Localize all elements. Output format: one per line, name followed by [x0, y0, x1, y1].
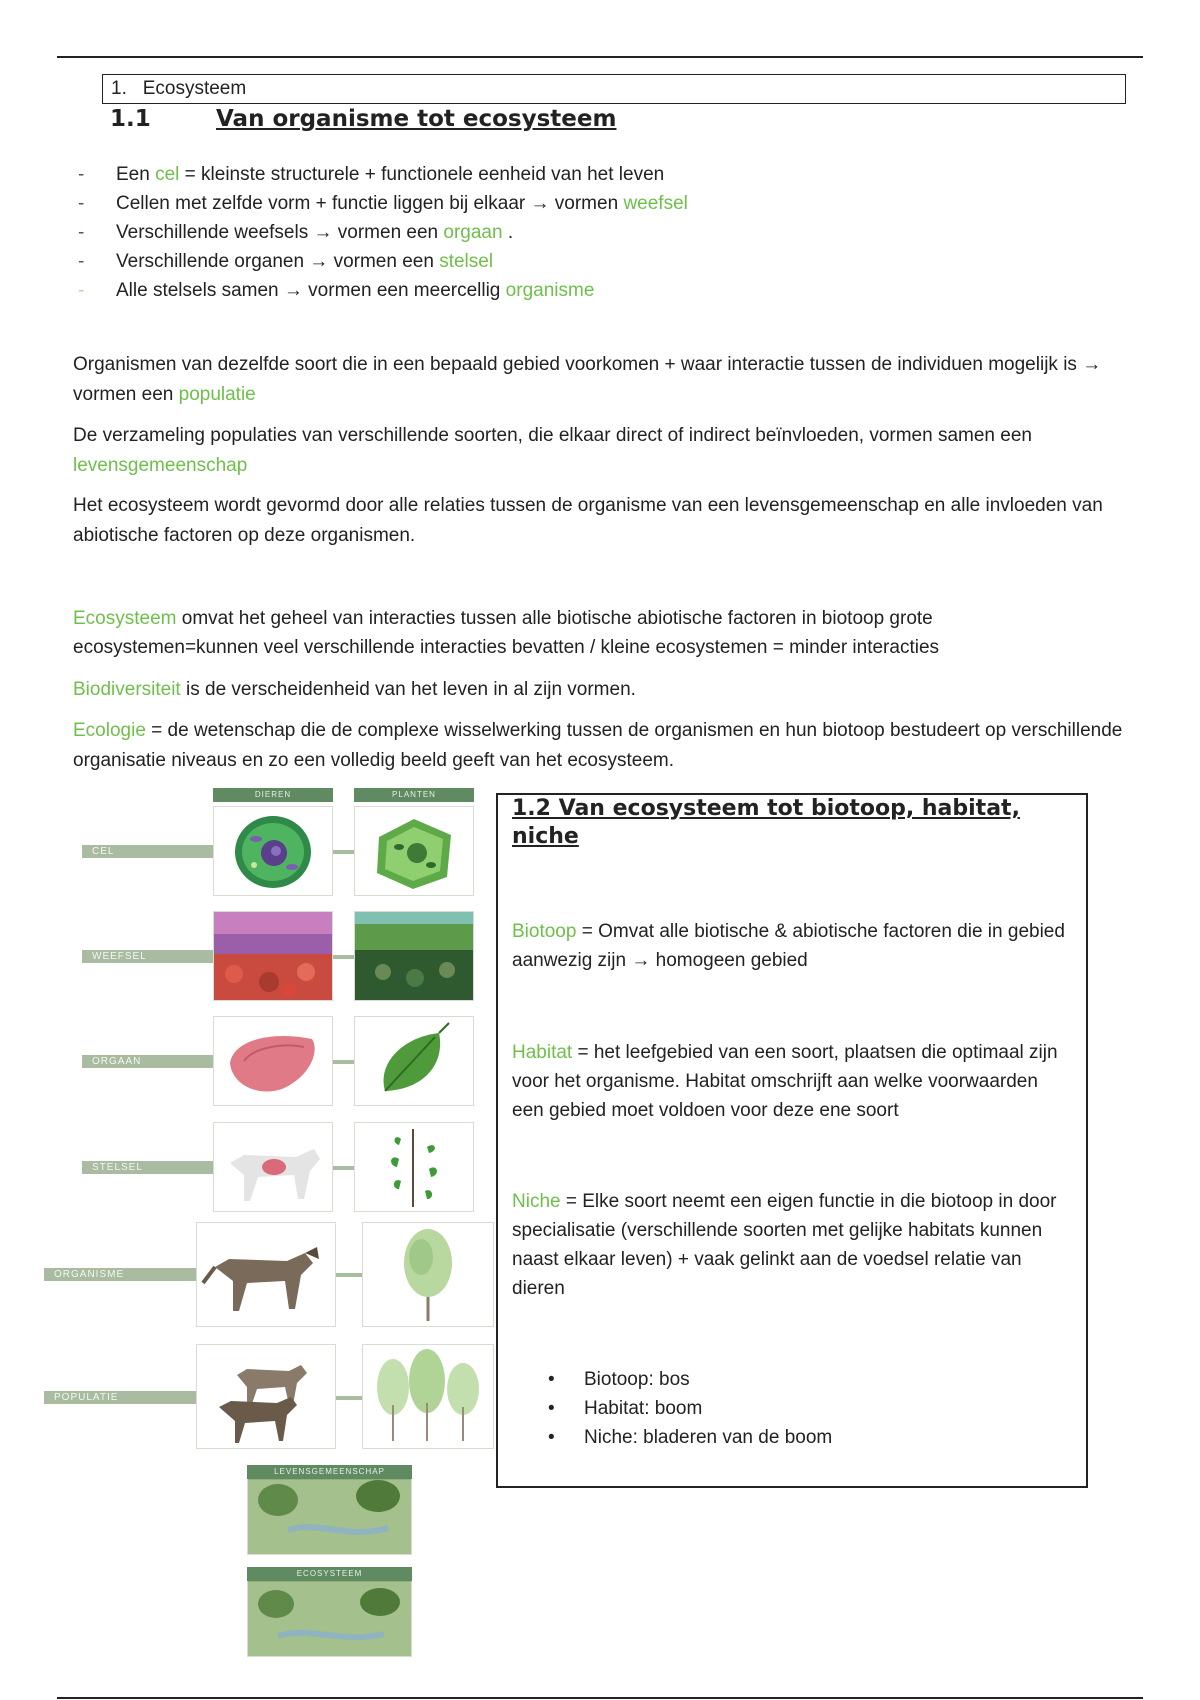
- list-text: Een: [116, 164, 156, 185]
- row-label-weefsel: WEEFSEL: [82, 950, 214, 963]
- row-label-orgaan: ORGAAN: [82, 1055, 214, 1068]
- liver-organ-image: [213, 1016, 333, 1106]
- term-organisme: organisme: [505, 280, 595, 301]
- list-text: .: [502, 222, 514, 243]
- list-text: Verschillende weefsels → vormen een: [116, 222, 444, 243]
- paragraph-populatie: [73, 350, 1123, 410]
- term-weefsel: weefsel: [623, 193, 688, 214]
- ecosystem-image: [247, 1567, 412, 1657]
- animal-tissue-image: [213, 911, 333, 1001]
- column-header-planten: PLANTEN: [354, 788, 474, 802]
- paragraph-text: is de verscheidenheid van het leven in al zijn vormen.: [180, 679, 636, 700]
- term-orgaan: orgaan: [443, 222, 503, 243]
- paragraph-ecologie: [73, 716, 1123, 776]
- section-1-2-heading: [512, 795, 1052, 851]
- section-1-1-title: Van organisme tot ecosysteem: [216, 106, 617, 132]
- paragraph-levensgemeenschap: [73, 421, 1123, 481]
- paragraph-text: = de wetenschap die de complexe wisselwerking tussen de organismen en hun biotoop bestudeert op verschillende organisatie niveaus en zo een volledig beeld geeft van het ecosysteem.: [73, 720, 1123, 771]
- wolf-population-image: [196, 1344, 336, 1449]
- list-item: • Habitat: boom: [512, 1394, 832, 1423]
- connector-bar: [333, 850, 355, 854]
- row-label-organisme: ORGANISME: [44, 1268, 199, 1281]
- chapter-title: Ecosysteem: [142, 78, 247, 99]
- definition-niche: [512, 1187, 1072, 1303]
- examples-list: [512, 1365, 832, 1452]
- row-label-populatie: POPULATIE: [44, 1391, 199, 1404]
- bottom-rule: [57, 1697, 1143, 1699]
- definition-habitat: [512, 1038, 1072, 1125]
- row-label-stelsel: STELSEL: [82, 1161, 214, 1174]
- list-text: = kleinste structurele + functionele eenheid van het leven: [179, 164, 665, 185]
- term-habitat: Habitat: [512, 1042, 573, 1063]
- definition-text: = het leefgebied van een soort, plaatsen die optimaal zijn voor het organisme. Habitat omschrijft aan welke voorwaarden een gebied moet voldoen voor deze ene soort: [512, 1042, 1058, 1121]
- chapter-number: 1.: [111, 78, 127, 99]
- leaf-organ-image: [354, 1016, 474, 1106]
- wolf-digestive-system-image: [213, 1122, 333, 1212]
- paragraph-ecosysteem-relaties: Het ecosysteem wordt gevormd door alle relaties tussen de organisme van een levensgemeenschap en alle invloeden van abiotische factoren op deze organismen.: [73, 495, 1103, 546]
- row-label-cel: CEL: [82, 845, 214, 858]
- plant-system-image: [354, 1122, 474, 1212]
- list-text: Verschillende organen → vormen een: [116, 251, 440, 272]
- section-1-1-heading: [110, 106, 616, 132]
- term-stelsel: stelsel: [439, 251, 494, 272]
- column-header-dieren: DIEREN: [213, 788, 333, 802]
- plant-cell-image: [354, 806, 474, 896]
- wolf-organism-image: [196, 1222, 336, 1327]
- plant-tissue-image: [354, 911, 474, 1001]
- term-ecosysteem: Ecosysteem: [73, 608, 177, 629]
- definition-text: = Elke soort neemt een eigen functie in die biotoop in door specialisatie (verschillende soorten met gelijke habitats kunnen naast elkaar leven) + vaak gelinkt aan de voedsel relatie van dieren: [512, 1191, 1057, 1299]
- connector-bar: [333, 955, 355, 959]
- term-biotoop: Biotoop: [512, 921, 577, 942]
- connector-bar: [333, 1060, 355, 1064]
- paragraph-text: Organismen van dezelfde soort die in een bepaald gebied voorkomen + waar interactie tussen de individuen mogelijk is → vormen een: [73, 354, 1102, 405]
- list-item: [75, 279, 688, 308]
- chapter-heading: [102, 74, 1126, 104]
- section-1-1-number: 1.1: [110, 106, 151, 132]
- paragraph-biodiversiteit: [73, 675, 1123, 705]
- term-biodiversiteit: Biodiversiteit: [73, 679, 181, 700]
- list-item: [75, 163, 688, 192]
- hierarchy-list: [75, 163, 688, 308]
- list-text: Cellen met zelfde vorm + functie liggen bij elkaar → vormen: [116, 193, 624, 214]
- paragraph-text: omvat het geheel van interacties tussen alle biotische abiotische factoren in biotoop grote ecosystemen=kunnen veel verschillende interacties bevatten / kleine ecosystemen = minder interacties: [73, 608, 940, 658]
- list-item: [75, 250, 688, 279]
- definition-biotoop: [512, 917, 1072, 975]
- term-levensgemeenschap: levensgemeenschap: [73, 455, 248, 476]
- term-niche: Niche: [512, 1191, 561, 1212]
- connector-bar: [336, 1396, 362, 1400]
- section-1-2-box: [496, 793, 1088, 1488]
- animal-cell-image: [213, 806, 333, 896]
- term-ecologie: Ecologie: [73, 720, 146, 741]
- term-populatie: populatie: [178, 384, 256, 405]
- list-item: [75, 192, 688, 221]
- community-label: LEVENSGEMEENSCHAP: [247, 1465, 412, 1479]
- connector-bar: [333, 1166, 355, 1170]
- list-item: [75, 221, 688, 250]
- section-1-2-title: 1.2 Van ecosysteem tot biotoop, habitat, niche: [512, 796, 1020, 849]
- list-text: Alle stelsels samen → vormen een meercellig: [116, 280, 506, 301]
- term-cel: cel: [155, 164, 180, 185]
- tree-population-image: [362, 1344, 494, 1449]
- connector-bar: [336, 1273, 362, 1277]
- list-item: • Biotoop: bos: [512, 1365, 832, 1394]
- tree-organism-image: [362, 1222, 494, 1327]
- ecosystem-label: ECOSYSTEEM: [247, 1567, 412, 1581]
- paragraph-ecosysteem-definitie: [73, 604, 1123, 662]
- definition-text: = Omvat alle biotische & abiotische factoren die in gebied aanwezig zijn → homogeen gebied: [512, 921, 1065, 971]
- paragraph-text: De verzameling populaties van verschillende soorten, die elkaar direct of indirect beïnvloeden, vormen samen een: [73, 425, 1032, 446]
- top-rule: [57, 56, 1143, 58]
- community-image: [247, 1465, 412, 1555]
- list-item: • Niche: bladeren van de boom: [512, 1423, 832, 1452]
